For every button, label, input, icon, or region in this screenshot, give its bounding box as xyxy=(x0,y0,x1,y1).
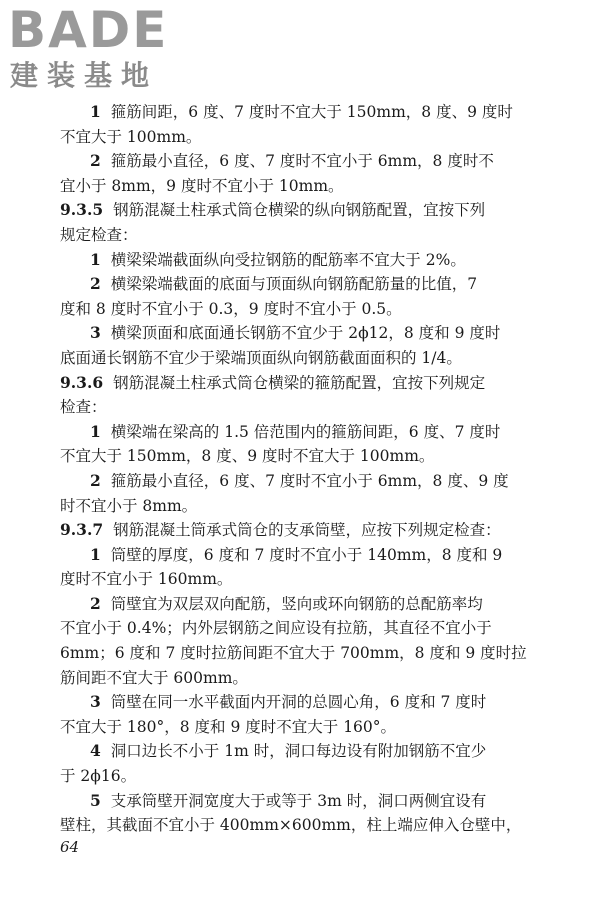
list-item-line xyxy=(60,272,560,297)
line-text: 筒壁宜为双层双向配筋，竖向或环向钢筋的总配筋率均 xyxy=(110,594,483,613)
list-item-line xyxy=(60,592,560,617)
text-line xyxy=(60,567,560,592)
list-item-line xyxy=(60,321,560,346)
item-number: 1 xyxy=(90,544,101,564)
item-number: 3 xyxy=(90,692,101,712)
section-number: 9.3.7 xyxy=(60,520,104,540)
line-text: 支承筒壁开洞宽度大于或等于 3m 时，洞口两侧宜设有 xyxy=(110,791,487,810)
text-line xyxy=(60,666,560,691)
line-text: 横梁顶面和底面通长钢筋不宜少于 2ϕ12，8 度和 9 度时 xyxy=(110,324,501,343)
item-number: 4 xyxy=(90,741,101,761)
line-text: 不宜大于 180°，8 度和 9 度时不宜大于 160°。 xyxy=(60,717,397,736)
section-heading-line xyxy=(60,198,560,223)
item-number: 1 xyxy=(90,421,101,441)
logo-wordmark: BADE xyxy=(8,1,169,59)
list-item-line xyxy=(60,739,560,764)
text-line xyxy=(60,174,560,199)
line-text: 底面通长钢筋不宜少于梁端顶面纵向钢筋截面面积的 1/4。 xyxy=(60,348,462,367)
line-text: 钢筋混凝土柱承式筒仓横梁的箍筋配置，宜按下列规定 xyxy=(113,373,486,392)
list-item-line xyxy=(60,100,560,125)
text-line xyxy=(60,715,560,740)
line-text: 筒壁的厚度，6 度和 7 度时不宜小于 140mm，8 度和 9 xyxy=(110,545,503,564)
line-text: 横梁端在梁高的 1.5 倍范围内的箍筋间距，6 度、7 度时 xyxy=(110,422,501,441)
item-number: 1 xyxy=(90,249,101,269)
bade-logo xyxy=(8,1,178,96)
line-text: 箍筋最小直径，6 度、7 度时不宜小于 6mm，8 度时不 xyxy=(110,152,494,171)
item-number: 2 xyxy=(90,470,101,490)
list-item-line xyxy=(60,149,560,174)
line-text: 规定检查： xyxy=(60,225,138,244)
text-line xyxy=(60,346,560,371)
line-text: 度时不宜小于 160mm。 xyxy=(60,570,233,589)
text-line xyxy=(60,616,560,641)
list-item-line xyxy=(60,420,560,445)
line-text: 洞口边长不小于 1m 时，洞口每边设有附加钢筋不宜少 xyxy=(110,742,487,761)
item-number: 2 xyxy=(90,274,101,294)
page-number: 64 xyxy=(60,838,80,856)
list-item-line xyxy=(60,543,560,568)
text-line xyxy=(60,494,560,519)
document-body xyxy=(60,100,560,838)
line-text: 检查： xyxy=(60,398,107,417)
text-line xyxy=(60,223,560,248)
section-number: 9.3.5 xyxy=(60,200,104,220)
text-line xyxy=(60,125,560,150)
section-number: 9.3.6 xyxy=(60,372,104,392)
text-line xyxy=(60,395,560,420)
text-line xyxy=(60,813,560,838)
list-item-line xyxy=(60,469,560,494)
line-text: 钢筋混凝土筒承式筒仓的支承筒壁，应按下列规定检查： xyxy=(113,521,501,540)
logo-subtitle: 建装基地 xyxy=(10,59,159,92)
line-text: 筋间距不宜大于 600mm。 xyxy=(60,668,248,687)
item-number: 2 xyxy=(90,593,101,613)
text-line xyxy=(60,641,560,666)
text-line xyxy=(60,297,560,322)
line-text: 筒壁在同一水平截面内开洞的总圆心角，6 度和 7 度时 xyxy=(110,693,487,712)
text-line xyxy=(60,764,560,789)
line-text: 不宜大于 100mm。 xyxy=(60,127,202,146)
line-text: 不宜大于 150mm，8 度、9 度时不宜大于 100mm。 xyxy=(60,447,435,466)
section-heading-line xyxy=(60,518,560,543)
line-text: 箍筋间距，6 度、7 度时不宜大于 150mm，8 度、9 度时 xyxy=(110,103,513,121)
line-text: 6mm；6 度和 7 度时拉筋间距不宜大于 700mm，8 度和 9 度时拉 xyxy=(60,644,527,663)
list-item-line xyxy=(60,789,560,814)
line-text: 箍筋最小直径，6 度、7 度时不宜小于 6mm，8 度、9 度 xyxy=(110,471,509,490)
item-number: 2 xyxy=(90,151,101,171)
section-heading-line xyxy=(60,371,560,396)
line-text: 度和 8 度时不宜小于 0.3，9 度时不宜小于 0.5。 xyxy=(60,299,402,318)
line-text: 横梁梁端截面的底面与顶面纵向钢筋配筋量的比值，7 xyxy=(110,275,478,294)
item-number: 3 xyxy=(90,323,101,343)
line-text: 于 2ϕ16。 xyxy=(60,767,137,786)
line-text: 时不宜小于 8mm。 xyxy=(60,496,198,515)
list-item-line xyxy=(60,690,560,715)
line-text: 横梁梁端截面纵向受拉钢筋的配筋率不宜大于 2%。 xyxy=(110,250,466,269)
line-text: 钢筋混凝土柱承式筒仓横梁的纵向钢筋配置，宜按下列 xyxy=(113,201,486,220)
line-text: 壁柱，其截面不宜小于 400mm×600mm，柱上端应伸入仓壁中， xyxy=(60,816,522,835)
line-text: 不宜小于 0.4%；内外层钢筋之间应设有拉筋，其直径不宜小于 xyxy=(60,619,492,638)
item-number: 5 xyxy=(90,790,101,810)
list-item-line xyxy=(60,248,560,273)
text-line xyxy=(60,444,560,469)
line-text: 宜小于 8mm，9 度时不宜小于 10mm。 xyxy=(60,176,344,195)
item-number: 1 xyxy=(90,102,101,121)
